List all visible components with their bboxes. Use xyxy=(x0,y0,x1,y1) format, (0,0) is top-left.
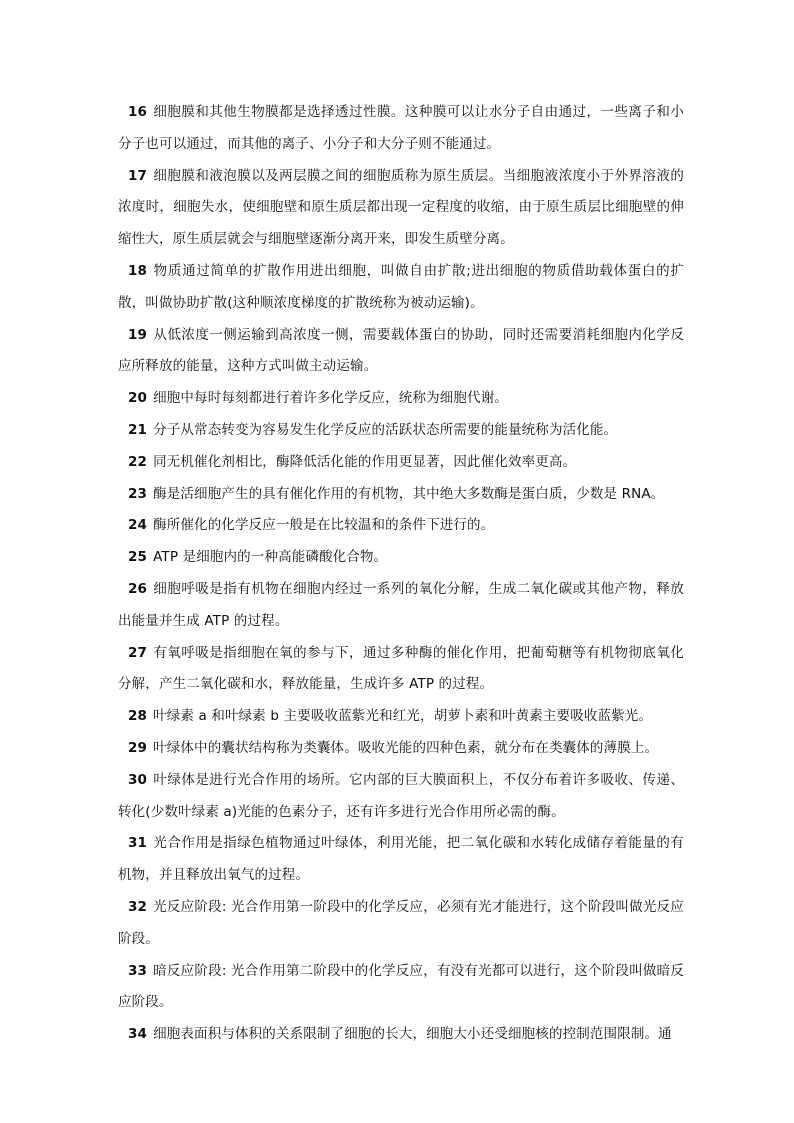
paragraph-23 xyxy=(118,479,684,511)
paragraph-text: 细胞膜和液泡膜以及两层膜之间的细胞质称为原生质层。当细胞液浓度小于外界溶液的浓度时，细胞失水，使细胞壁和原生质层都出现一定程度的收缩，由于原生质层比细胞壁的伸缩性大，原生质层就会与细胞壁逐渐分离开来，即发生质壁分离。 xyxy=(118,167,684,248)
paragraph-17 xyxy=(118,161,684,256)
paragraph-number: 18 xyxy=(128,262,148,279)
paragraph-25 xyxy=(118,542,684,574)
paragraph-33 xyxy=(118,956,684,1020)
paragraph-number: 31 xyxy=(128,835,148,852)
paragraph-number: 34 xyxy=(128,1026,148,1043)
paragraph-text: 光合作用是指绿色植物通过叶绿体，利用光能，把二氧化碳和水转化成储存着能量的有机物，并且释放出氧气的过程。 xyxy=(118,835,684,884)
paragraph-30 xyxy=(118,765,684,829)
paragraph-27 xyxy=(118,638,684,702)
paragraph-text: 细胞膜和其他生物膜都是选择透过性膜。这种膜可以让水分子自由通过，一些离子和小分子也可以通过，而其他的离子、小分子和大分子则不能通过。 xyxy=(118,104,684,152)
paragraph-19 xyxy=(118,320,684,384)
paragraph-text: 细胞中每时每刻都进行着许多化学反应，统称为细胞代谢。 xyxy=(153,390,508,407)
paragraph-number: 28 xyxy=(128,708,148,725)
paragraph-text: 光反应阶段: 光合作用第一阶段中的化学反应，必须有光才能进行，这个阶段叫做光反应阶段。 xyxy=(118,898,684,947)
paragraph-text: 分子从常态转变为容易发生化学反应的活跃状态所需要的能量统称为活化能。 xyxy=(153,421,618,438)
paragraph-number: 16 xyxy=(128,104,148,120)
paragraph-32 xyxy=(118,892,684,956)
paragraph-text: ATP 是细胞内的一种高能磷酸化合物。 xyxy=(153,549,388,566)
paragraph-26 xyxy=(118,574,684,638)
paragraph-text: 从低浓度一侧运输到高浓度一侧，需要载体蛋白的协助，同时还需要消耗细胞内化学反应所释放的能量，这种方式叫做主动运输。 xyxy=(118,326,684,375)
document-body xyxy=(118,97,684,1051)
paragraph-22 xyxy=(118,447,684,479)
paragraph-number: 22 xyxy=(128,453,148,470)
paragraph-number: 23 xyxy=(128,485,148,502)
paragraph-number: 27 xyxy=(128,644,148,661)
paragraph-text: 有氧呼吸是指细胞在氧的参与下，通过多种酶的催化作用，把葡萄糖等有机物彻底氧化分解，产生二氧化碳和水，释放能量，生成许多 ATP 的过程。 xyxy=(118,644,684,693)
paragraph-text: 叶绿体中的囊状结构称为类囊体。吸收光能的四种色素，就分布在类囊体的薄膜上。 xyxy=(153,739,659,756)
paragraph-number: 20 xyxy=(128,390,148,407)
paragraph-text: 叶绿素 a 和叶绿素 b 主要吸收蓝紫光和红光，胡萝卜素和叶黄素主要吸收蓝紫光。 xyxy=(153,708,653,725)
paragraph-text: 酶所催化的化学反应一般是在比较温和的条件下进行的。 xyxy=(153,517,495,534)
paragraph-number: 17 xyxy=(128,167,148,184)
paragraph-number: 29 xyxy=(128,739,148,756)
paragraph-text: 细胞表面积与体积的关系限制了细胞的长大，细胞大小还受细胞核的控制范围限制。通 xyxy=(153,1026,672,1043)
paragraph-28 xyxy=(118,701,684,733)
paragraph-number: 33 xyxy=(128,962,148,979)
paragraph-number: 19 xyxy=(128,326,148,343)
paragraph-number: 25 xyxy=(128,549,148,566)
paragraph-text: 酶是活细胞产生的具有催化作用的有机物，其中绝大多数酶是蛋白质，少数是 RNA。 xyxy=(153,485,665,502)
paragraph-text: 细胞呼吸是指有机物在细胞内经过一系列的氧化分解，生成二氧化碳或其他产物，释放出能量并生成 ATP 的过程。 xyxy=(118,580,684,629)
paragraph-number: 32 xyxy=(128,898,148,915)
paragraph-text: 叶绿体是进行光合作用的场所。它内部的巨大膜面积上，不仅分布着许多吸收、传递、转化(少数叶绿素 a)光能的色素分子，还有许多进行光合作用所必需的酶。 xyxy=(118,771,684,820)
paragraph-text: 同无机催化剂相比，酶降低活化能的作用更显著，因此催化效率更高。 xyxy=(153,453,577,470)
paragraph-24 xyxy=(118,510,684,542)
paragraph-number: 21 xyxy=(128,421,148,438)
paragraph-text: 物质通过简单的扩散作用进出细胞，叫做自由扩散;进出细胞的物质借助载体蛋白的扩散，叫做协助扩散(这种顺浓度梯度的扩散统称为被动运输)。 xyxy=(118,262,684,311)
paragraph-29 xyxy=(118,733,684,765)
paragraph-text: 暗反应阶段: 光合作用第二阶段中的化学反应，有没有光都可以进行，这个阶段叫做暗反应阶段。 xyxy=(118,962,684,1011)
paragraph-number: 24 xyxy=(128,517,148,534)
paragraph-16 xyxy=(118,97,684,161)
paragraph-20 xyxy=(118,383,684,415)
paragraph-21 xyxy=(118,415,684,447)
paragraph-31 xyxy=(118,828,684,892)
paragraph-34 xyxy=(118,1019,684,1051)
paragraph-number: 26 xyxy=(128,580,148,597)
paragraph-18 xyxy=(118,256,684,320)
paragraph-number: 30 xyxy=(128,771,148,788)
